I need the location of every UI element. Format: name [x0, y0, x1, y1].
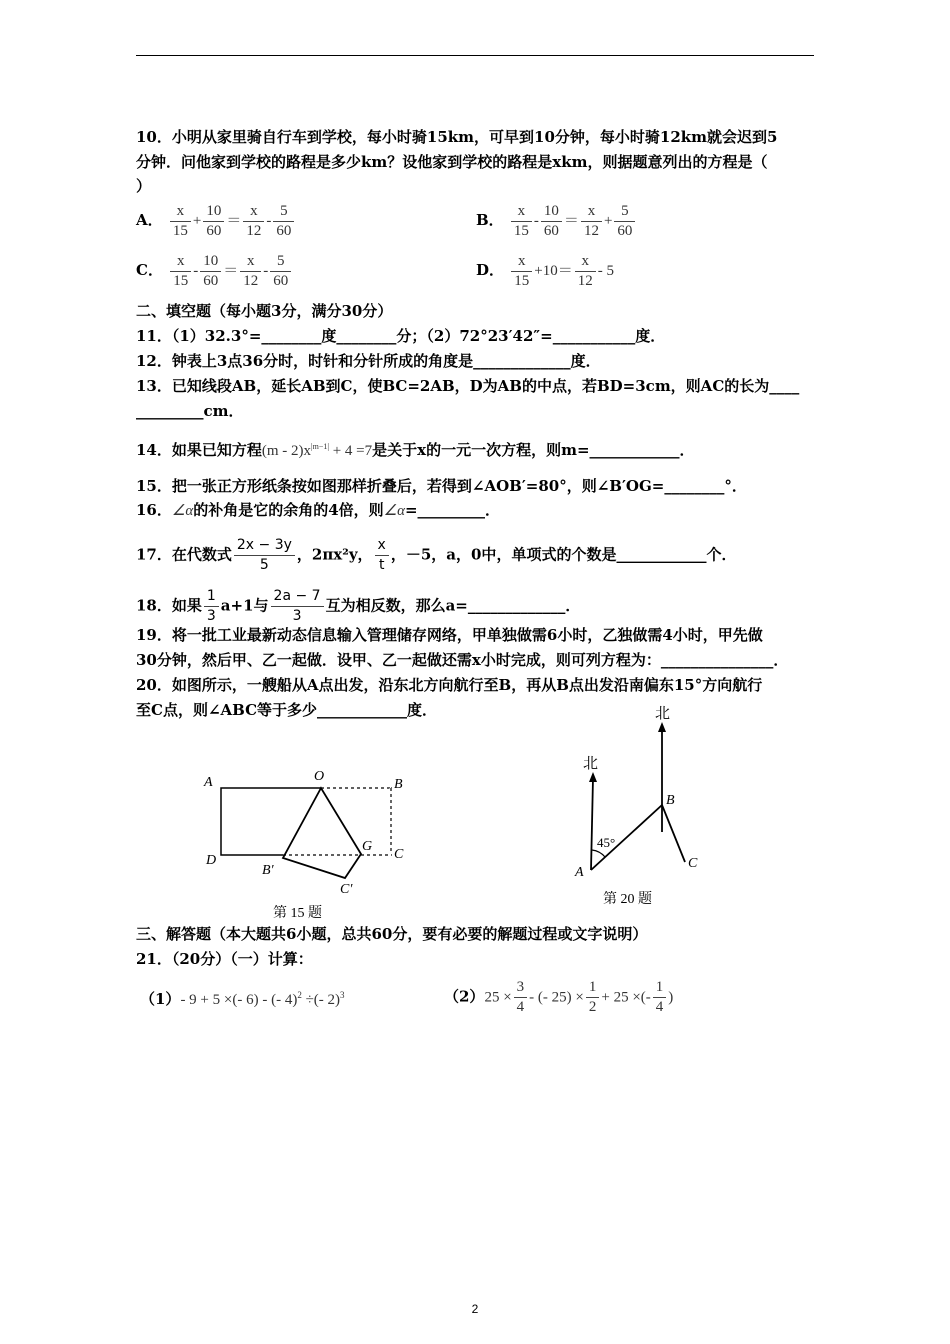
header-rule	[136, 55, 814, 56]
fig20-label-c: C	[688, 856, 698, 871]
fig15-label-d: D	[206, 853, 217, 868]
fig15-label-g: G	[362, 839, 373, 854]
q15: 15．把一张正方形纸条按如图那样折叠后，若得到∠AOB′=80°，则∠B′OG=________°．	[136, 477, 747, 495]
fig20-arrow-a	[589, 772, 597, 782]
fig20-label-b: B	[666, 793, 675, 808]
q10-option-a: A． $\frac{x}{15}$ + $\frac{10}{60}$ ＝ $\frac{x}{12}$ - $\frac{5}{60}$	[136, 202, 296, 241]
q19-line2: 30分钟，然后甲、乙一起做．设甲、乙一起做还需x小时完成，则可列方程为：_______________．	[136, 651, 789, 669]
fig15-caption: 第 15 题	[273, 906, 322, 921]
q10-option-c: C． $\frac{x}{15}$ - $\frac{10}{60}$ ＝ $\frac{x}{12}$ - $\frac{5}{60}$	[136, 252, 293, 291]
fig15-label-c: C	[394, 847, 404, 862]
fig15-label-b: B	[394, 777, 403, 792]
q21-part1: （1）- 9 + 5 ×(- 6) - (- 4)$^2$ ÷(- 2)$^3$	[140, 990, 345, 1008]
q21-title: 21．（20分）（一）计算：	[136, 950, 313, 968]
option-a-label: A．	[136, 210, 163, 229]
q12: 12．钟表上3点36分时，时针和分针所成的角度是_____________度．	[136, 352, 601, 370]
fig20-label-a: A	[575, 865, 584, 880]
q10-line2: 分钟．问他家到学校的路程是多少km？设他家到学校的路程是xkm，则据题意列出的方程是（	[136, 153, 768, 171]
fig20-arrow-b	[658, 722, 666, 732]
fig20-north-a	[591, 778, 593, 870]
q21-part2: （2）25 × $\frac{3}{4}$ - (- 25) × $\frac{1}{2}$ + 25 ×(- $\frac{1}{4}$ )	[444, 979, 674, 1015]
fig15-folded-part	[283, 788, 361, 878]
q10-option-b: B． $\frac{x}{15}$ - $\frac{10}{60}$ ＝ $\frac{x}{12}$ + $\frac{5}{60}$	[476, 202, 637, 241]
option-b-label: B．	[476, 210, 504, 229]
fig15-label-a: A	[204, 775, 213, 790]
figure-20-diagram	[565, 700, 725, 915]
fig20-angle-label: 45°	[597, 835, 616, 850]
q11: 11．（1）32.3°=________度________分；（2）72°23′42″=___________度．	[136, 327, 666, 345]
q10-line3: ）	[136, 177, 152, 195]
q16: 16．∠α的补角是它的余角的4倍，则∠α=_________．	[136, 501, 501, 519]
page-number: 2	[471, 1302, 479, 1316]
fig20-segment-bc	[662, 805, 685, 862]
fig15-label-c-prime: C′	[340, 882, 353, 897]
q20-line2: 至C点，则∠ABC等于多少____________度．	[136, 701, 438, 719]
section-3-heading: 三、解答题（本大题共6小题，总共60分，要有必要的解题过程或文字说明）	[136, 925, 648, 943]
fig20-angle-arc	[592, 850, 605, 857]
q18: 18．如果 $\frac{1}{3}$ a+1与 $\frac{2a - 7}{3}$ 互为相反数，那么a=_____________．	[136, 588, 581, 624]
fig15-label-o: O	[314, 769, 325, 784]
q19-line1: 19．将一批工业最新动态信息输入管理储存网络，甲单独做需6小时，乙独做需4小时，甲先做	[136, 626, 763, 644]
q10-line1: 10．小明从家里骑自行车到学校，每小时骑15km，可早到10分钟，每小时骑12km就会迟到5	[136, 128, 778, 146]
q13-line2: _________cm．	[136, 402, 244, 420]
fig15-label-b-prime: B′	[262, 863, 274, 878]
option-c-label: C．	[136, 260, 163, 279]
fig20-north-label-1: 北	[583, 756, 599, 772]
figure-15-diagram	[190, 760, 430, 930]
q14: 14．如果已知方程$(m - 2)x^{|m-1|} + 4 =7$是关于x的一元一次方程，则m=____________．	[136, 441, 695, 459]
option-d-label: D．	[476, 260, 505, 279]
q20-line1: 20．如图所示，一艘船从A点出发，沿东北方向航行至B，再从B点出发沿南偏东15°方向航行	[136, 676, 763, 694]
section-2-heading: 二、填空题（每小题3分，满分30分）	[136, 302, 393, 320]
fig20-caption: 第 20 题	[603, 892, 652, 907]
fig20-north-label-2: 北	[655, 706, 671, 722]
q13-line1: 13．已知线段AB，延长AB到C，使BC=2AB，D为AB的中点，若BD=3cm，则AC的长为____	[136, 377, 800, 395]
q10-option-d: D． $\frac{x}{15}$ +10＝ $\frac{x}{12}$ - 5	[476, 253, 614, 289]
q17: 17．在代数式 $\frac{2x - 3y}{5}$ ，2πx²y， $\frac{x}{t}$ ，－5，a，0中，单项式的个数是____________个．	[136, 537, 737, 573]
